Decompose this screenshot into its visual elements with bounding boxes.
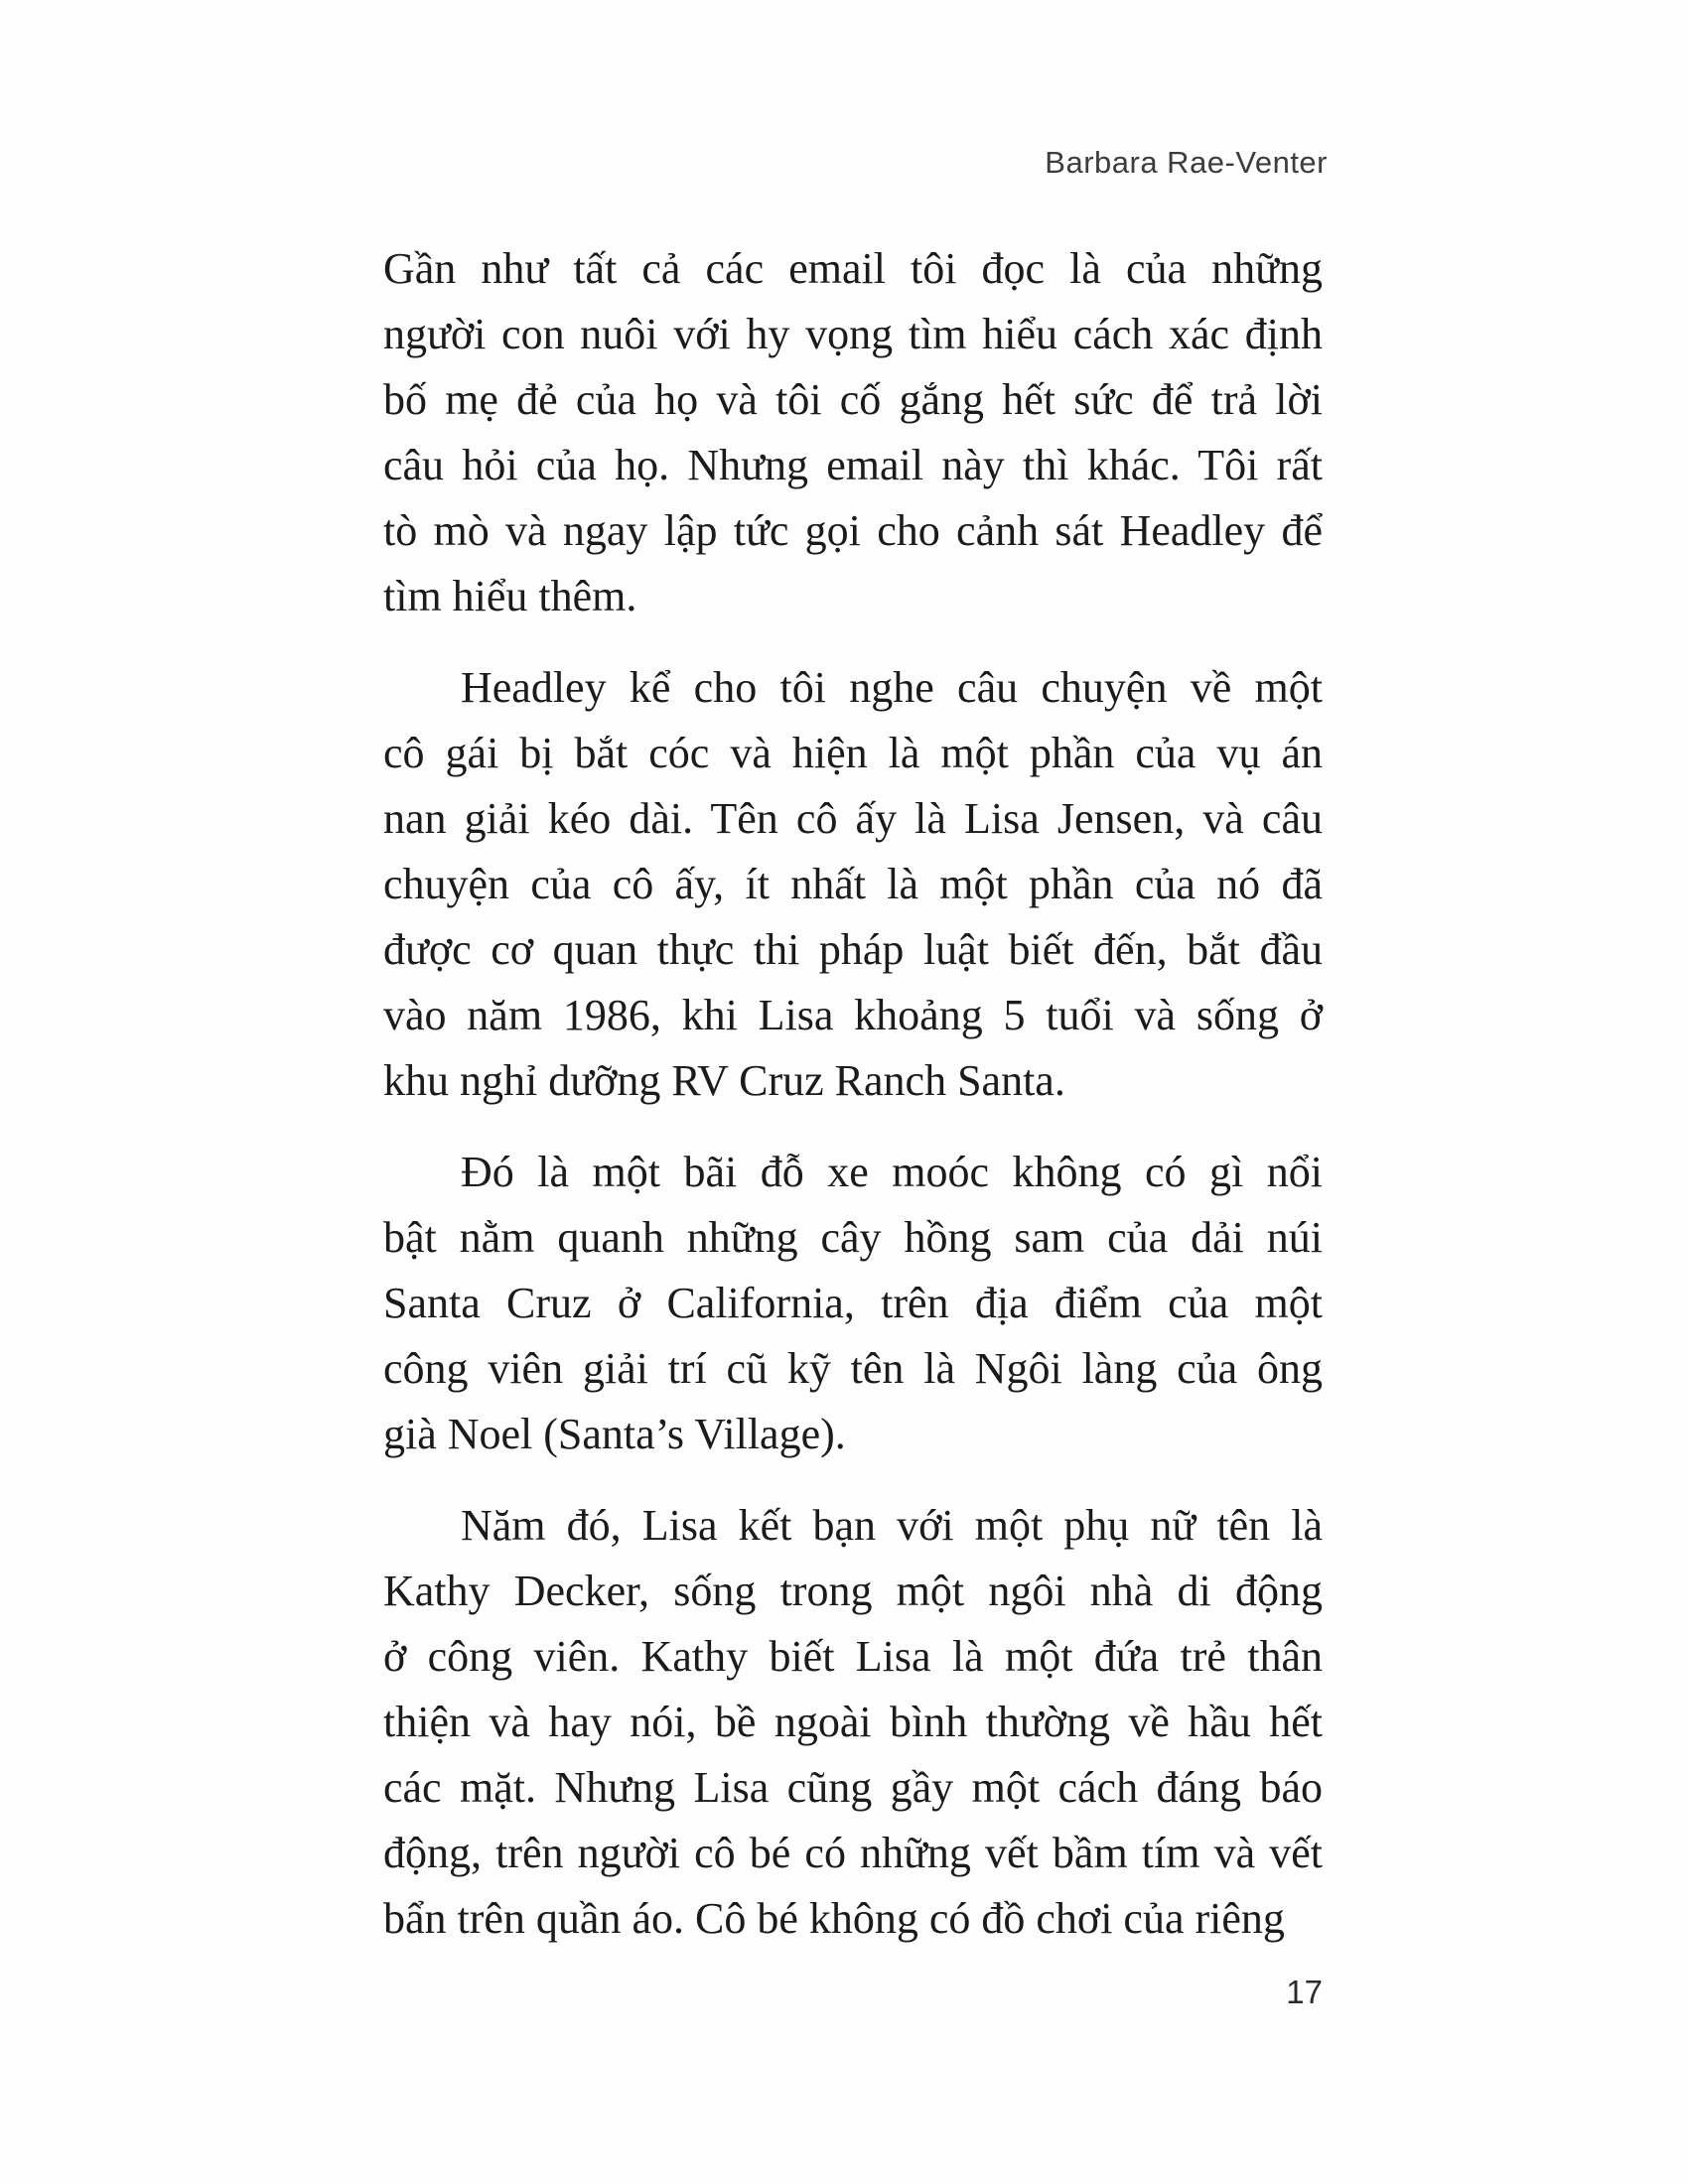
- body-line: người con nuôi với hy vọng tìm hiểu cách xác định: [383, 310, 1323, 358]
- body-line: Năm đó, Lisa kết bạn với một phụ nữ tên là: [461, 1501, 1323, 1550]
- running-header-author: Barbara Rae-Venter: [1045, 145, 1328, 180]
- body-line: nan giải kéo dài. Tên cô ấy là Lisa Jensen, và câu: [383, 794, 1323, 843]
- page-number: 17: [1286, 1974, 1323, 2010]
- body-line: tò mò và ngay lập tức gọi cho cảnh sát Headley để: [383, 506, 1323, 555]
- body-line: bố mẹ đẻ của họ và tôi cố gắng hết sức để trả lời: [383, 375, 1323, 424]
- body-line: Đó là một bãi đỗ xe moóc không có gì nổi: [461, 1148, 1323, 1196]
- paragraph: [383, 1140, 1323, 1467]
- body-line: được cơ quan thực thi pháp luật biết đến, bắt đầu: [383, 925, 1323, 974]
- body-text: [383, 236, 1323, 1952]
- body-line: khu nghỉ dưỡng RV Cruz Ranch Santa.: [383, 1056, 1065, 1105]
- body-line: công viên giải trí cũ kỹ tên là Ngôi làng của ông: [383, 1344, 1323, 1393]
- body-line: Gần như tất cả các email tôi đọc là của những: [383, 244, 1323, 293]
- body-line: cô gái bị bắt cóc và hiện là một phần của vụ án: [383, 729, 1323, 777]
- body-line: tìm hiểu thêm.: [383, 572, 637, 620]
- paragraph: [383, 1493, 1323, 1952]
- body-line: già Noel (Santa’s Village).: [383, 1410, 846, 1458]
- body-line: vào năm 1986, khi Lisa khoảng 5 tuổi và sống ở: [383, 991, 1323, 1039]
- paragraph: [383, 655, 1323, 1114]
- body-line: chuyện của cô ấy, ít nhất là một phần của nó đã: [383, 860, 1323, 908]
- body-line: các mặt. Nhưng Lisa cũng gầy một cách đáng báo: [383, 1763, 1323, 1812]
- body-line: động, trên người cô bé có những vết bầm tím và vết: [383, 1829, 1323, 1877]
- body-line: Santa Cruz ở California, trên địa điểm của một: [383, 1279, 1323, 1327]
- body-line: bật nằm quanh những cây hồng sam của dải núi: [383, 1213, 1323, 1262]
- paragraph: [383, 236, 1323, 629]
- body-line: Kathy Decker, sống trong một ngôi nhà di động: [383, 1567, 1323, 1615]
- body-line: Headley kể cho tôi nghe câu chuyện về một: [461, 663, 1323, 712]
- body-line: ở công viên. Kathy biết Lisa là một đứa trẻ thân: [383, 1632, 1323, 1681]
- body-line: câu hỏi của họ. Nhưng email này thì khác. Tôi rất: [383, 441, 1323, 489]
- body-line: bẩn trên quần áo. Cô bé không có đồ chơi của riêng: [383, 1894, 1285, 1943]
- body-line: thiện và hay nói, bề ngoài bình thường về hầu hết: [383, 1698, 1323, 1746]
